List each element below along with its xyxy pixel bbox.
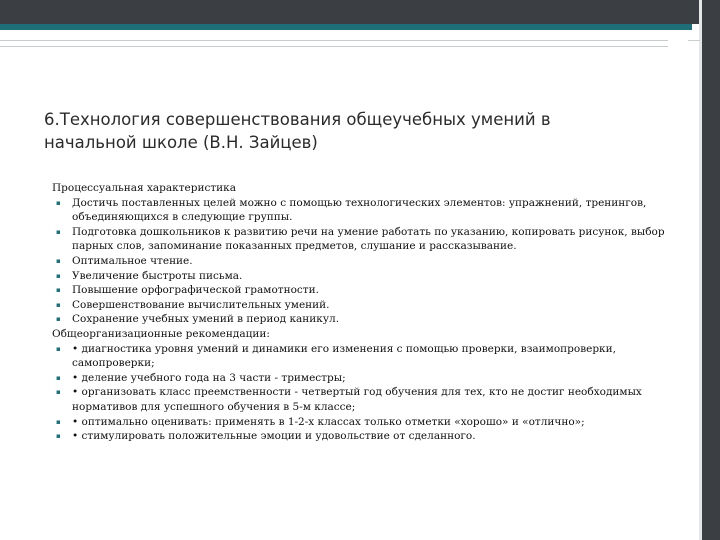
- header-rule: [0, 40, 668, 41]
- bullet-text: Сохранение учебных умений в период каникул.: [72, 313, 340, 326]
- bullet-text: Оптимальное чтение.: [72, 254, 193, 267]
- bullet-item: [52, 385, 672, 414]
- top-dark-band: [0, 0, 720, 24]
- bullet-text: • организовать класс преемственности - четвертый год обучения для тех, кто не достиг необходимых: [72, 386, 642, 399]
- bullet-marker-icon: ▪: [56, 256, 61, 265]
- bullet-item: [52, 312, 672, 327]
- bullet-list: [52, 342, 672, 444]
- bullet-marker-icon: ▪: [56, 344, 61, 353]
- bullet-text: • диагностика уровня умений и динамики его изменения с помощью проверки, взаимопроверки,: [72, 342, 616, 355]
- bullet-item: [52, 371, 672, 386]
- bullet-text: Повышение орфографической грамотности.: [72, 284, 319, 297]
- bullet-text: парных слов, запоминание показанных предметов, слушание и рассказывание.: [72, 240, 517, 253]
- section-heading: Общеорганизационные рекомендации:: [52, 327, 270, 340]
- bullet-marker-icon: ▪: [56, 286, 61, 295]
- bullet-item: [52, 342, 672, 371]
- bullet-text: самопроверки;: [72, 357, 155, 370]
- slide-body: [52, 181, 672, 444]
- slide-title-line: 6.Технология совершенствования общеучебных умений в: [44, 110, 551, 129]
- bullet-item: [52, 415, 672, 430]
- bullet-text: • деление учебного года на 3 части - триместры;: [72, 371, 346, 384]
- bullet-marker-icon: ▪: [56, 373, 61, 382]
- bullet-marker-icon: ▪: [56, 271, 61, 280]
- bullet-item: [52, 283, 672, 298]
- bullet-item: [52, 269, 672, 284]
- bullet-marker-icon: ▪: [56, 315, 61, 324]
- bullet-text: • стимулировать положительные эмоции и удовольствие от сделанного.: [72, 430, 476, 443]
- bullet-text: Достичь поставленных целей можно с помощью технологических элементов: упражнений, тренингов,: [72, 196, 647, 209]
- top-accent-band: [0, 24, 692, 30]
- bullet-text: Увеличение быстроты письма.: [72, 269, 243, 282]
- section-heading: Процессуальная характеристика: [52, 182, 236, 194]
- bullet-list: [52, 196, 672, 327]
- bullet-marker-icon: ▪: [56, 432, 61, 441]
- bullet-text: Совершенствование вычислительных умений.: [72, 298, 330, 311]
- bullet-marker-icon: ▪: [56, 300, 61, 309]
- right-dark-band: [702, 0, 720, 540]
- bullet-marker-icon: ▪: [56, 227, 61, 236]
- slide-title: [44, 108, 654, 154]
- bullet-item: [52, 225, 672, 254]
- bullet-item: [52, 298, 672, 313]
- header-rule: [0, 46, 668, 47]
- bullet-item: [52, 196, 672, 225]
- bullet-text: объединяющихся в следующие группы.: [72, 211, 293, 224]
- bullet-text: нормативов для успешного обучения в 5-м классе;: [72, 400, 356, 413]
- header-rule-short: [688, 40, 700, 41]
- bullet-text: • оптимально оценивать: применять в 1-2-х классах только отметки «хорошо» и «отлично»;: [72, 415, 585, 428]
- bullet-item: [52, 254, 672, 269]
- bullet-marker-icon: ▪: [56, 417, 61, 426]
- bullet-marker-icon: ▪: [56, 388, 61, 397]
- bullet-marker-icon: ▪: [56, 198, 61, 207]
- bullet-text: Подготовка дошкольников к развитию речи на умение работать по указанию, копировать рисунок, выбор: [72, 225, 665, 238]
- slide-title-line: начальной школе (В.Н. Зайцев): [44, 133, 318, 152]
- bullet-item: [52, 429, 672, 444]
